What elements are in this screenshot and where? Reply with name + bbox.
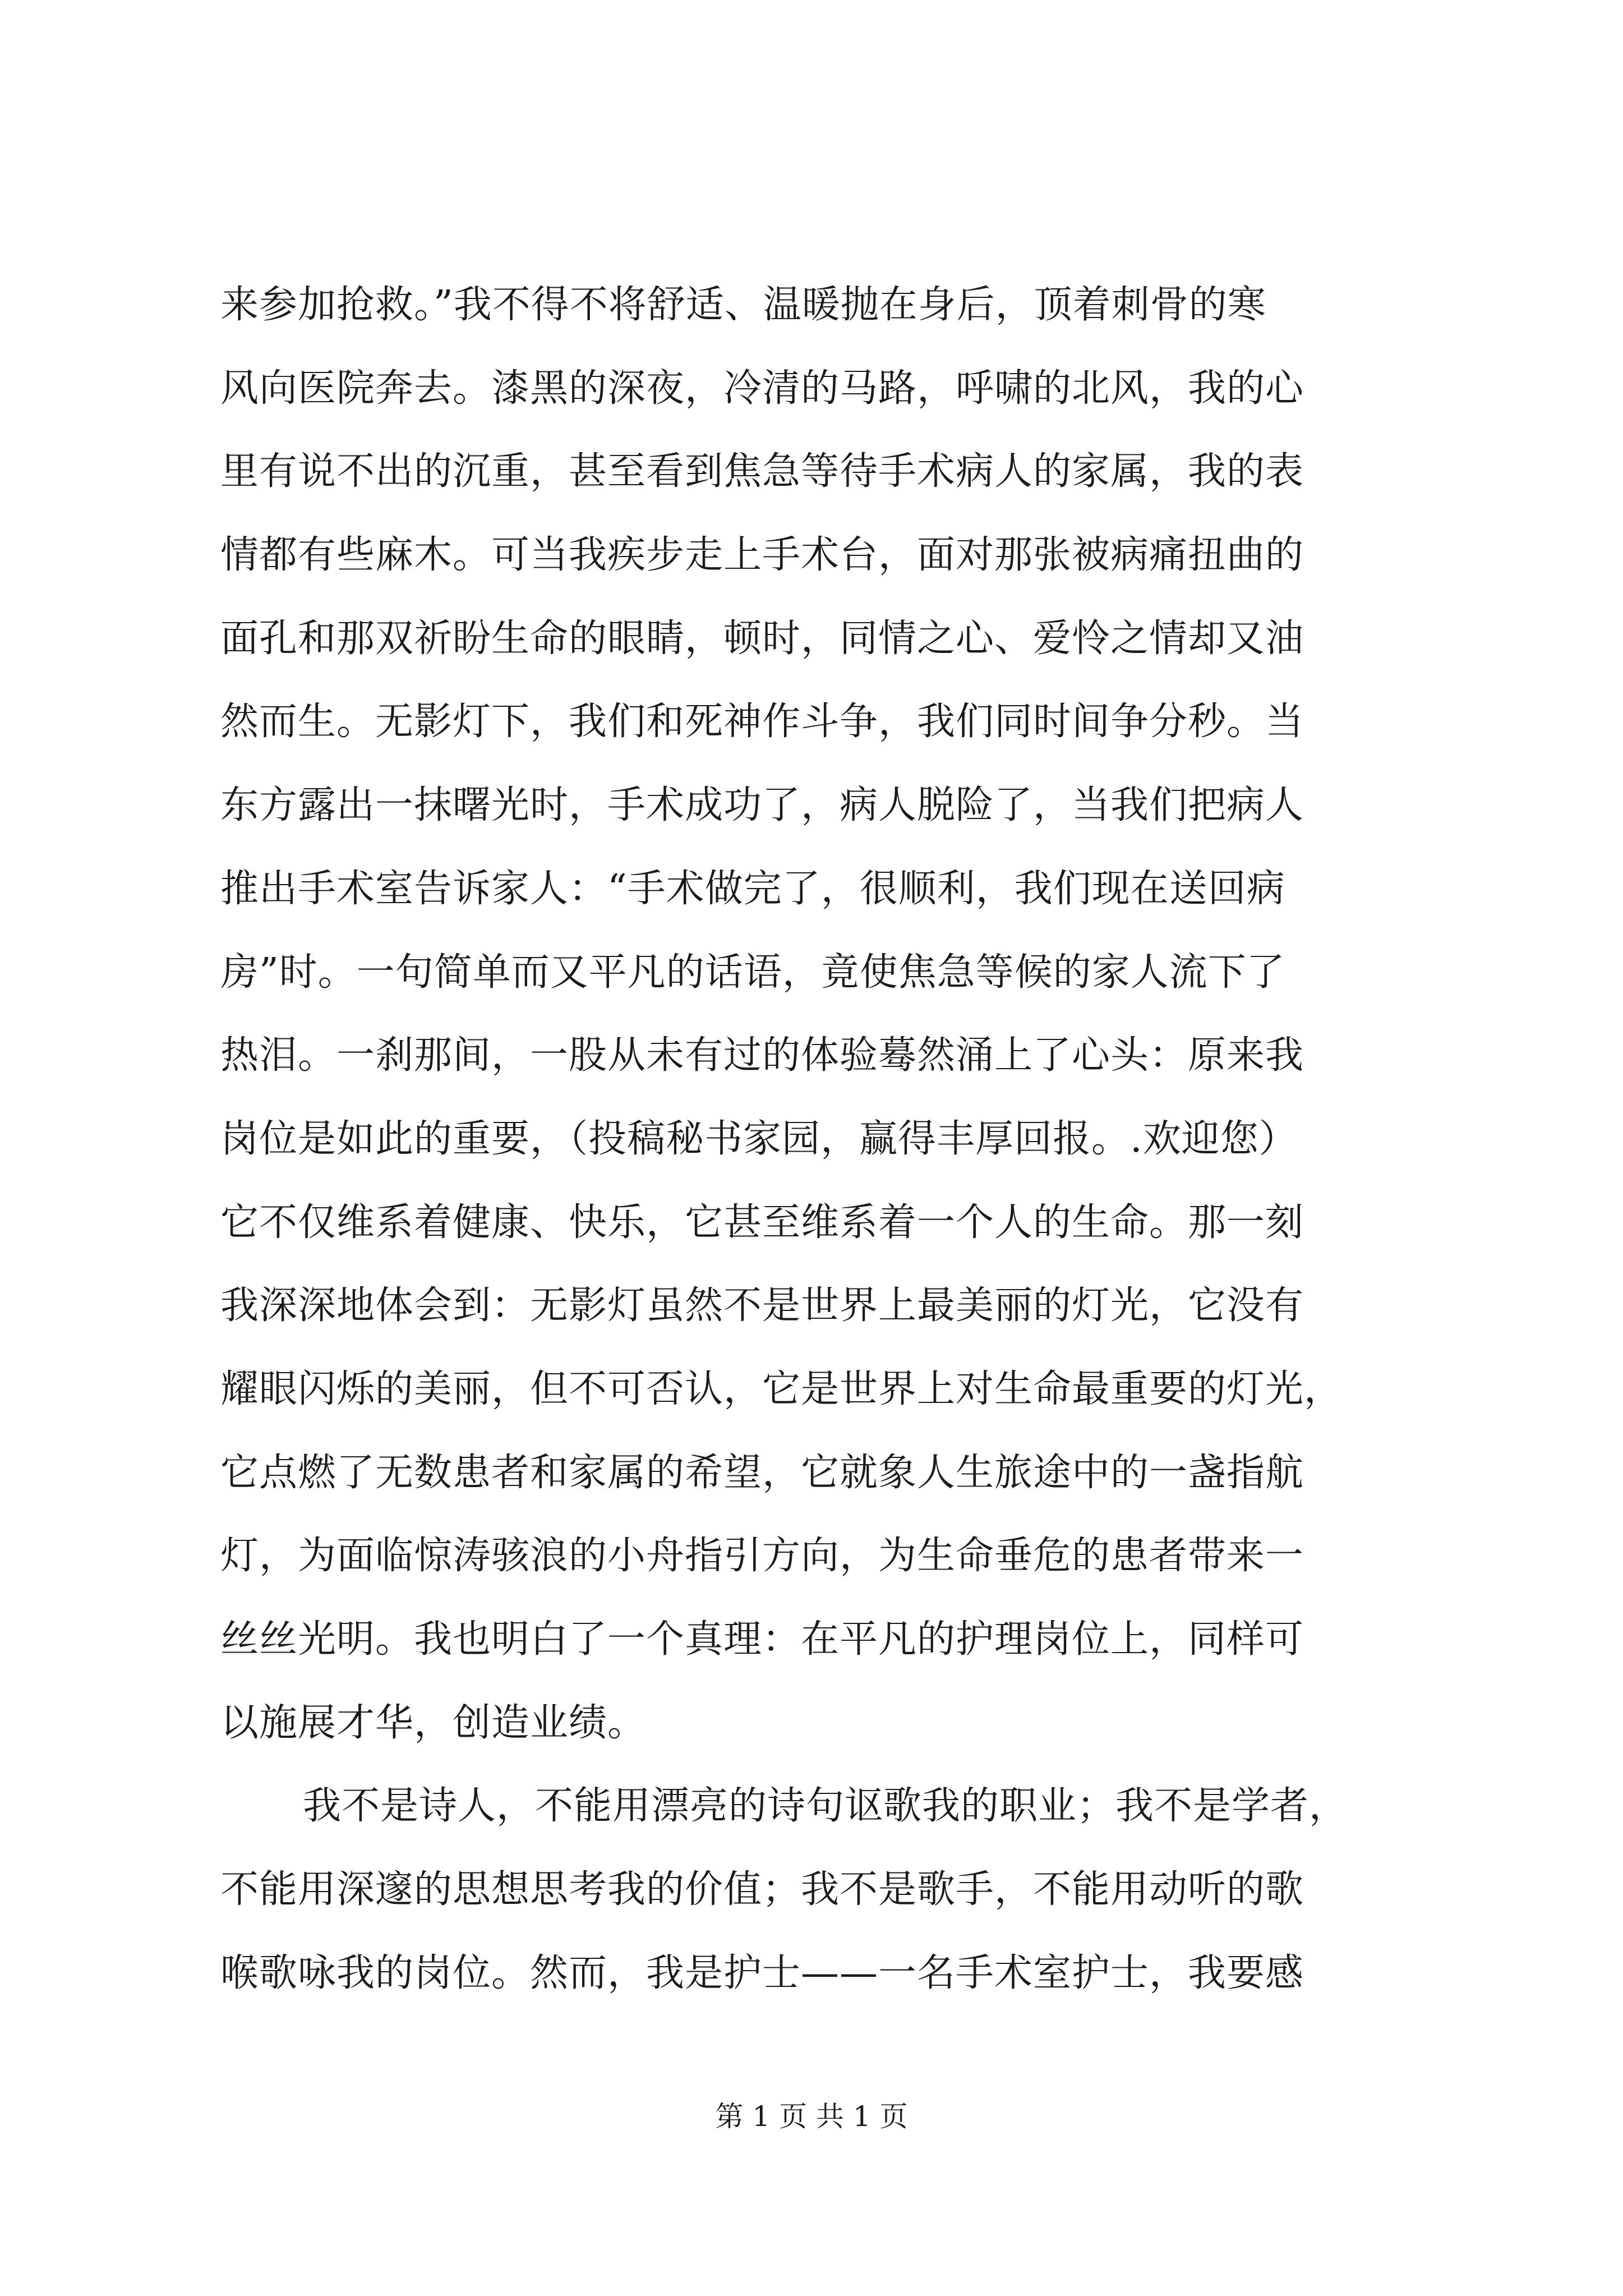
text-line: 喉歌咏我的岗位。然而，我是护士——一名手术室护士，我要感 <box>220 1950 1304 1995</box>
text-line: 不能用深邃的思想思考我的价值；我不是歌手，不能用动听的歌 <box>220 1867 1304 1912</box>
text-line: 然而生。无影灯下，我们和死神作斗争，我们同时间争分秒。当 <box>220 700 1304 744</box>
text-line: 推出手术室告诉家人：“手术做完了，很顺利，我们现在送回病 <box>220 866 1285 911</box>
text-line: 里有说不出的沉重，甚至看到焦急等待手术病人的家属，我的表 <box>220 449 1304 494</box>
text-line: 风向医院奔去。漆黑的深夜，冷清的马路，呼啸的北风，我的心 <box>220 366 1304 411</box>
page-number: 第 1 页 共 1 页 <box>715 2100 908 2133</box>
text-line: 我深深地体会到：无影灯虽然不是世界上最美丽的灯光，它没有 <box>220 1283 1304 1328</box>
text-line: 面孔和那双祈盼生命的眼睛，顿时，同情之心、爱怜之情却又油 <box>220 616 1304 661</box>
document-body <box>220 264 1415 2015</box>
text-line: 它点燃了无数患者和家属的希望，它就象人生旅途中的一盏指航 <box>220 1450 1304 1495</box>
text-line: 热泪。一刹那间，一股从未有过的体验蓦然涌上了心头：原来我 <box>220 1033 1304 1078</box>
text-line: 以施展才华，创造业绩。 <box>220 1700 647 1745</box>
text-line: 耀眼闪烁的美丽，但不可否认，它是世界上对生命最重要的灯光， <box>220 1366 1343 1411</box>
paragraph-2 <box>220 1765 1415 2015</box>
text-line: 它不仅维系着健康、快乐，它甚至维系着一个人的生命。那一刻 <box>220 1200 1304 1245</box>
text-line: 来参加抢救。”我不得不将舒适、温暖抛在身后，顶着刺骨的寒 <box>220 283 1266 327</box>
text-line: 灯，为面临惊涛骇浪的小舟指引方向，为生命垂危的患者带来一 <box>220 1534 1304 1579</box>
paragraph-1 <box>220 264 1415 1765</box>
text-line: 房”时。一句简单而又平凡的话语，竟使焦急等候的家人流下了 <box>220 950 1285 995</box>
text-line: 我不是诗人，不能用漂亮的诗句讴歌我的职业；我不是学者， <box>303 1784 1348 1829</box>
text-line: 东方露出一抹曙光时，手术成功了，病人脱险了，当我们把病人 <box>220 783 1304 828</box>
page-footer <box>0 2097 1623 2136</box>
text-line: 丝丝光明。我也明白了一个真理：在平凡的护理岗位上，同样可 <box>220 1617 1304 1662</box>
text-line: 情都有些麻木。可当我疾步走上手术台，面对那张被病痛扭曲的 <box>220 533 1304 578</box>
text-line: 岗位是如此的重要，（投稿秘书家园，赢得丰厚回报。.欢迎您） <box>220 1116 1298 1161</box>
